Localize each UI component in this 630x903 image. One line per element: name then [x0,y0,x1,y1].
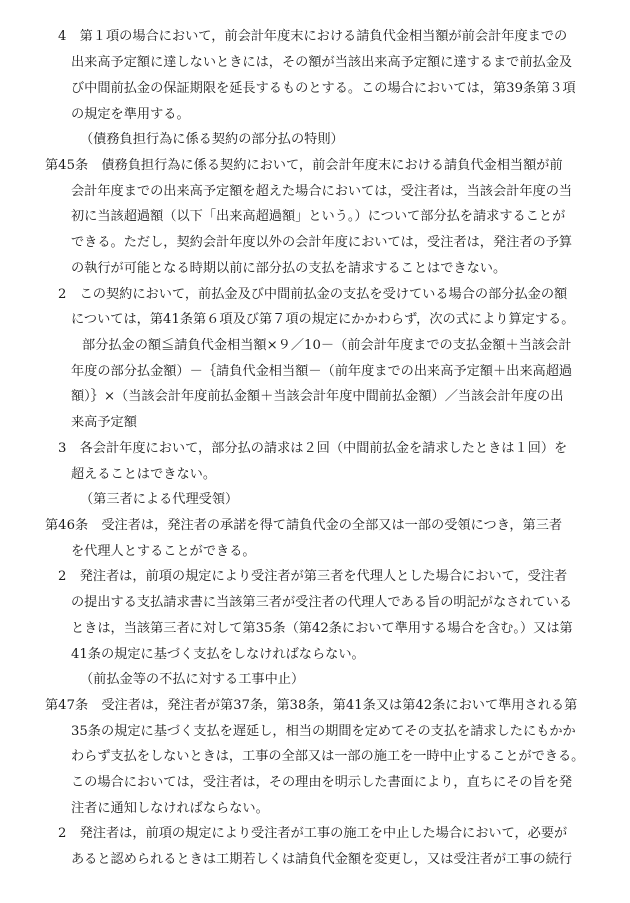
text-line: の規定を準用する。 [71,107,190,122]
text-line: の提出する支払請求書に当該第三者が受注者の代理人である旨の明記がなされている [71,595,573,610]
text-line: 4 第１項の場合において，前会計年度末における請負代金相当額が前会計年度までの [58,29,568,44]
text-line: については，第41条第６項及び第７項の規定にかかわらず，次の式により算定する。 [71,312,575,327]
text-line: （第三者による代理受領） [80,492,239,507]
text-line: 年度の部分払金額）－｛請負代金相当額－（前年度までの出来高予定額＋出来高超過 [71,364,573,379]
text-line: 出来高予定額に達しないときには，その額が当該出来高予定額に達するまで前払金及 [71,55,573,70]
text-line: 2 発注者は，前項の規定により受注者が工事の施工を中止した場合において，必要が [58,826,568,841]
text-line: （債務負担行為に係る契約の部分払の特則） [80,132,344,147]
text-line: 41条の規定に基づく支払をしなければならない。 [71,647,365,662]
text-line: できる。ただし，契約会計年度以外の会計年度においては，受注者は，発注者の予算 [71,235,573,250]
text-line: あると認められるときは工期若しくは請負代金額を変更し，又は受注者が工事の続行 [71,852,573,867]
text-line: 来高予定額 [71,415,137,430]
text-line: 2 発注者は，前項の規定により受注者が第三者を代理人とした場合において，受注者 [58,569,568,584]
text-line: 3 各会計年度において，部分払の請求は２回（中間前払金を請求したときは１回）を [58,441,568,456]
text-line: ときは，当該第三者に対して第35条（第42条において準用する場合を含む。）又は第 [71,621,573,636]
text-line: この場合においては，受注者は，その理由を明示した書面により，直ちにその旨を発 [71,775,573,790]
text-line: 初に当該超過額（以下「出来高超過額」という。）について部分払を請求することが [71,209,566,224]
text-line: 注者に通知しなければならない。 [71,801,269,816]
text-line: を代理人とすることができる。 [71,544,256,559]
text-line: 額）｝×（当該会計年度前払金額＋当該会計年度中間前払金額）／当該会計年度の出 [71,389,564,404]
text-line: （前払金等の不払に対する工事中止） [80,672,305,687]
text-line: 会計年度までの出来高予定額を超えた場合においては，受注者は，当該会計年度の当 [71,184,573,199]
text-line: 第47条 受注者は，発注者が第37条，第38条，第41条又は第42条において準用される第 [45,698,578,713]
text-line: 第46条 受注者は，発注者の承諾を得て請負代金の全部又は一部の受領につき，第三者 [45,518,563,533]
text-line: 35条の規定に基づく支払を遅延し，相当の期間を定めてその支払を請求したにもかか [71,724,576,739]
text-line: 第45条 債務負担行為に係る契約において，前会計年度末における請負代金相当額が前 [45,158,563,173]
text-line: 超えることはできない。 [71,467,217,482]
text-line: 部分払金の額≦請負代金相当額×９／10－（前会計年度までの支払金額＋当該会計 [82,338,572,353]
text-line: わらず支払をしないときは，工事の全部又は一部の施工を一時中止することができる。 [71,749,585,764]
text-line: 2 この契約において，前払金及び中間前払金の支払を受けている場合の部分払金の額 [58,287,568,302]
text-line: び中間前払金の保証期限を延長するものとする。この場合においては，第39条第３項 [71,81,576,96]
text-line: の執行が可能となる時期以前に部分払の支払を請求することはできない。 [71,261,507,276]
